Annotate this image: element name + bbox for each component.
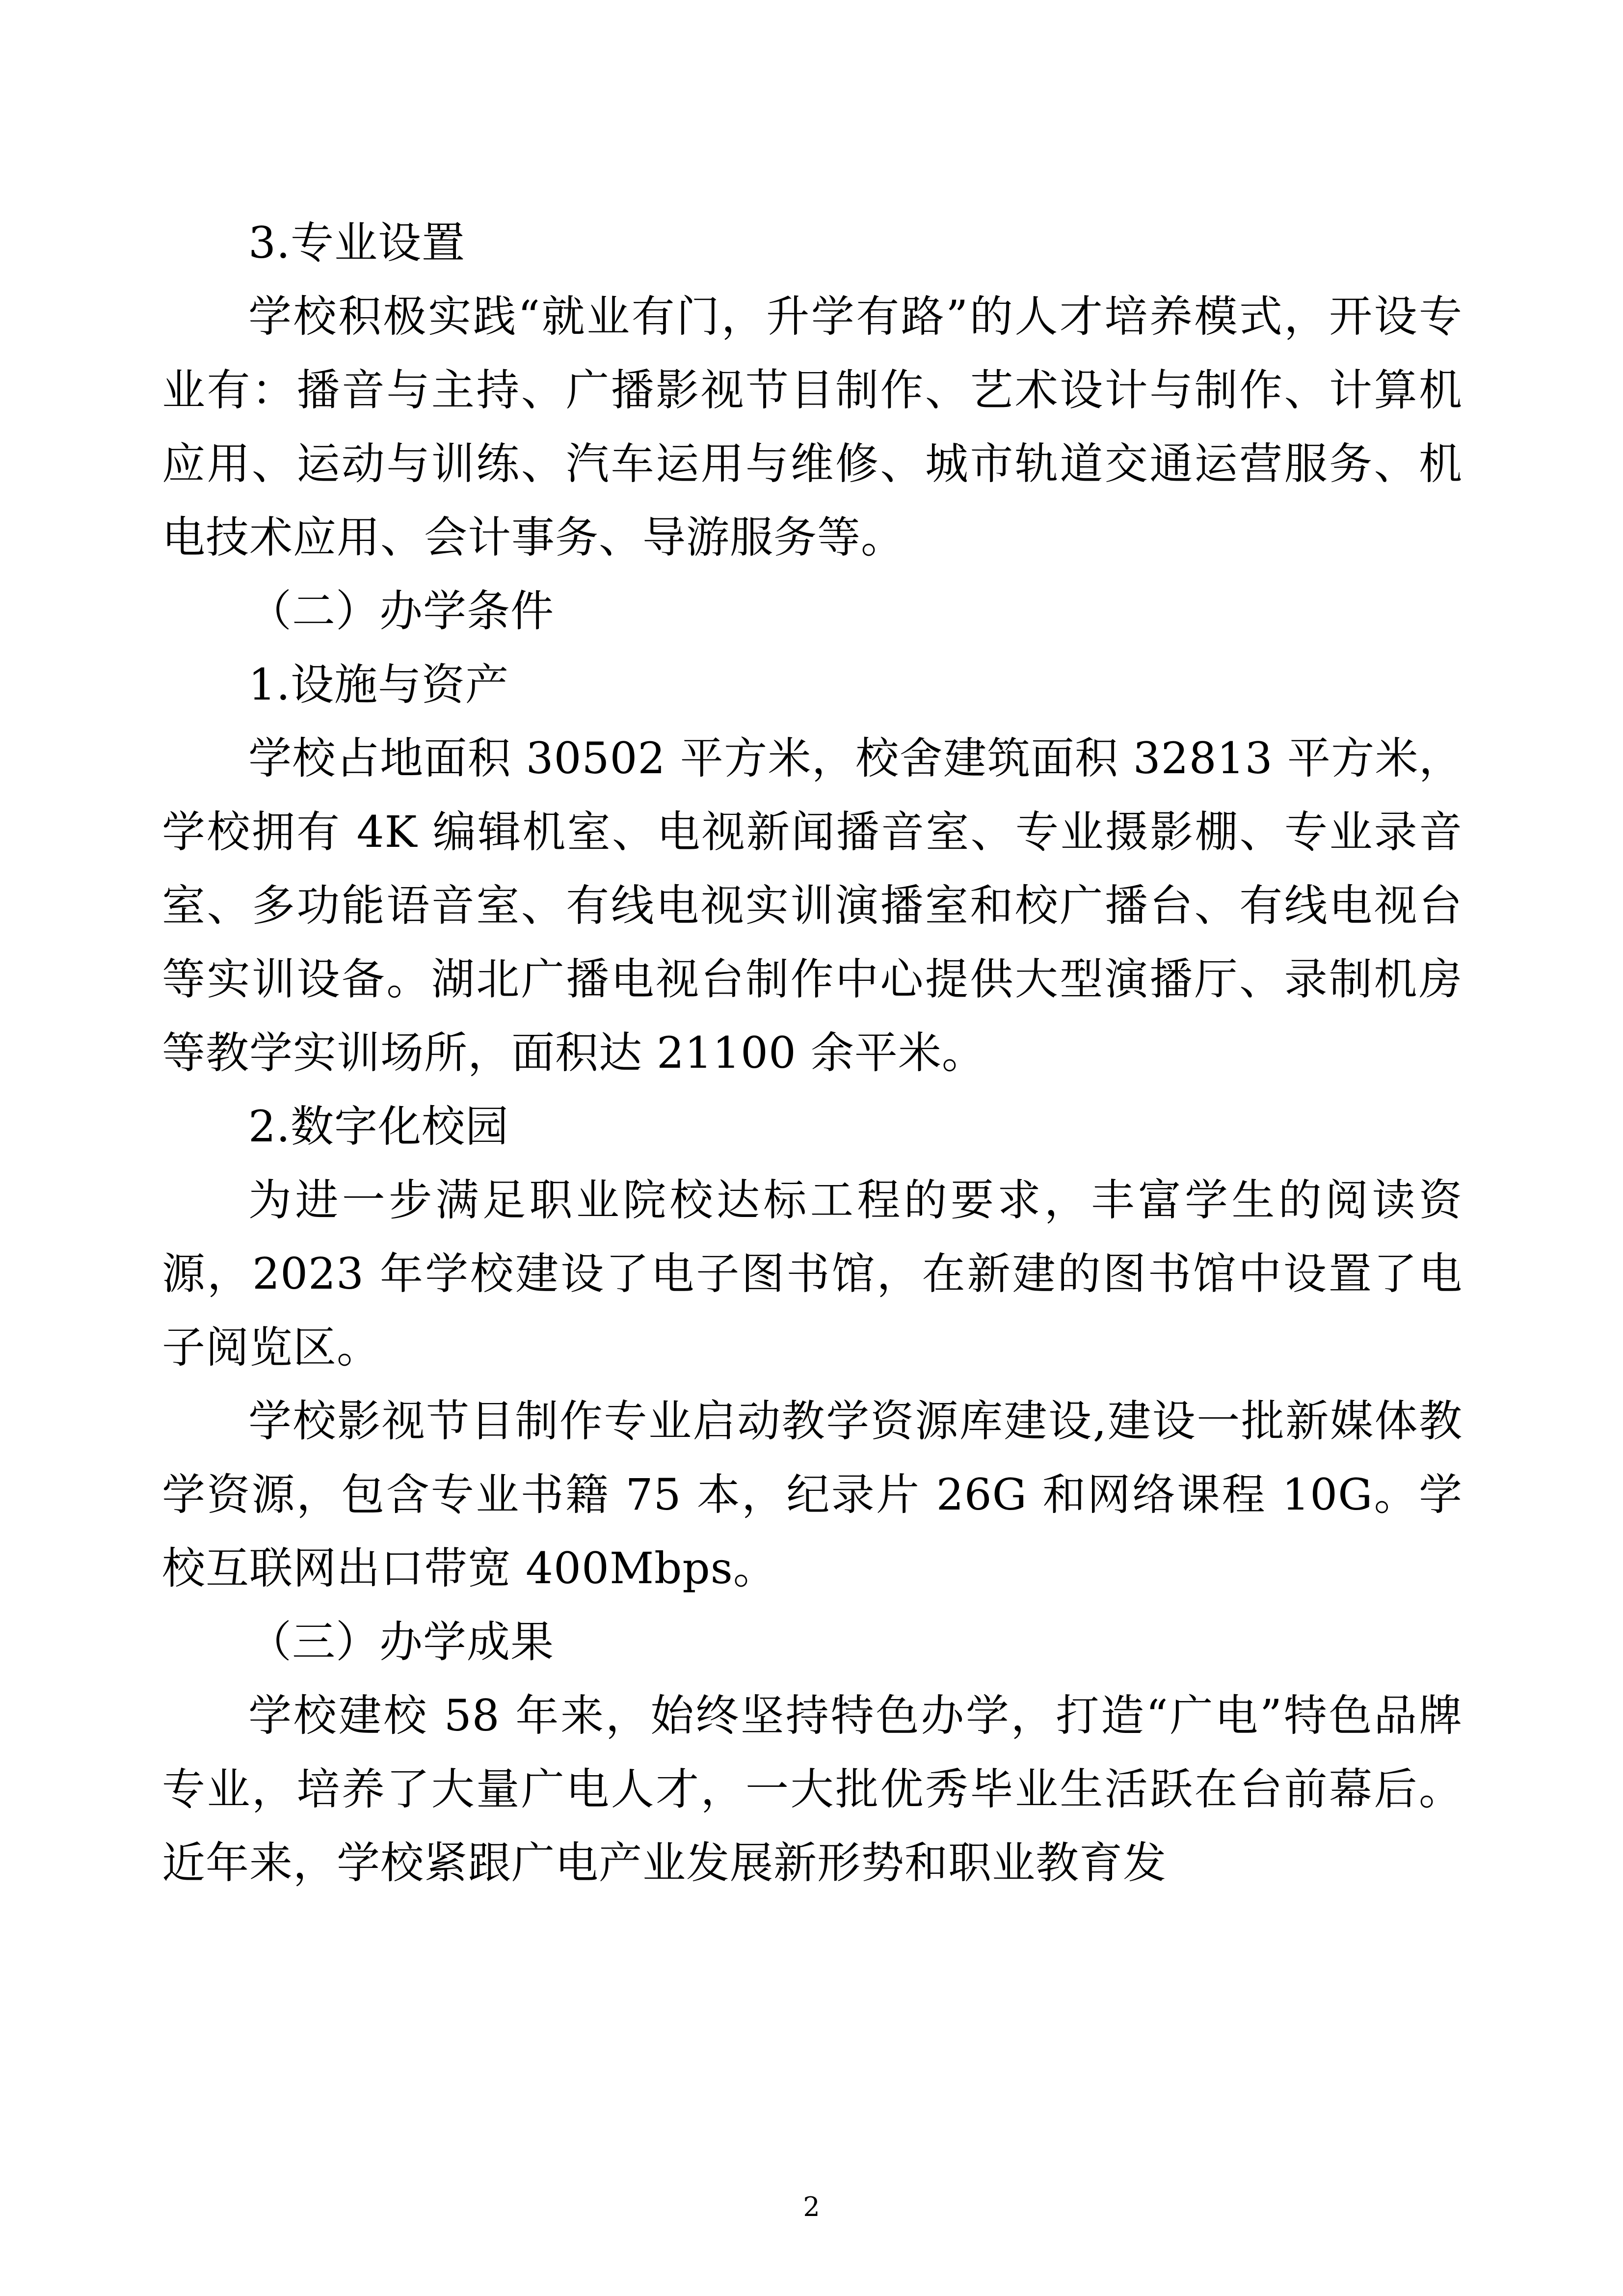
paragraph-teaching-resource-base: 学校影视节目制作专业启动教学资源库建设,建设一批新媒体教学资源，包含专业书籍 75 本，纪录片 26G 和网络课程 10G。学校互联网出口带宽 400Mbps。	[162, 1396, 1463, 1594]
document-body	[162, 206, 1463, 1900]
paragraph-majors: 学校积极实践“就业有门，升学有路”的人才培养模式，开设专业有：播音与主持、广播影视节目制作、艺术设计与制作、计算机应用、运动与训练、汽车运用与维修、城市轨道交通运营服务、机电技术应用、会计事务、导游服务等。	[162, 291, 1463, 563]
page-number: 2	[803, 2191, 820, 2222]
heading-majors: 3.专业设置	[248, 217, 465, 268]
paragraph-facilities: 学校占地面积 30502 平方米，校舍建筑面积 32813 平方米，学校拥有 4K 编辑机室、电视新闻播音室、专业摄影棚、专业录音室、多功能语音室、有线电视实训演播室和校广播台、有线电视台等实训设备。湖北广播电视台制作中心提供大型演播厅、录制机房等教学实训场所，面积达 21100 余平米。	[162, 733, 1463, 1078]
heading-digital-campus: 2.数字化校园	[248, 1101, 509, 1152]
heading-school-conditions: （二）办学条件	[248, 586, 555, 636]
paragraph-achievements: 学校建校 58 年来，始终坚持特色办学，打造“广电”特色品牌专业，培养了大量广电人才，一大批优秀毕业生活跃在台前幕后。近年来，学校紧跟广电产业发展新形势和职业教育发	[162, 1690, 1463, 1888]
paragraph-digital-library: 为进一步满足职业院校达标工程的要求，丰富学生的阅读资源，2023 年学校建设了电子图书馆，在新建的图书馆中设置了电子阅览区。	[162, 1175, 1463, 1373]
heading-school-achievements: （三）办学成果	[248, 1617, 555, 1667]
heading-facilities-assets: 1.设施与资产	[248, 659, 509, 710]
